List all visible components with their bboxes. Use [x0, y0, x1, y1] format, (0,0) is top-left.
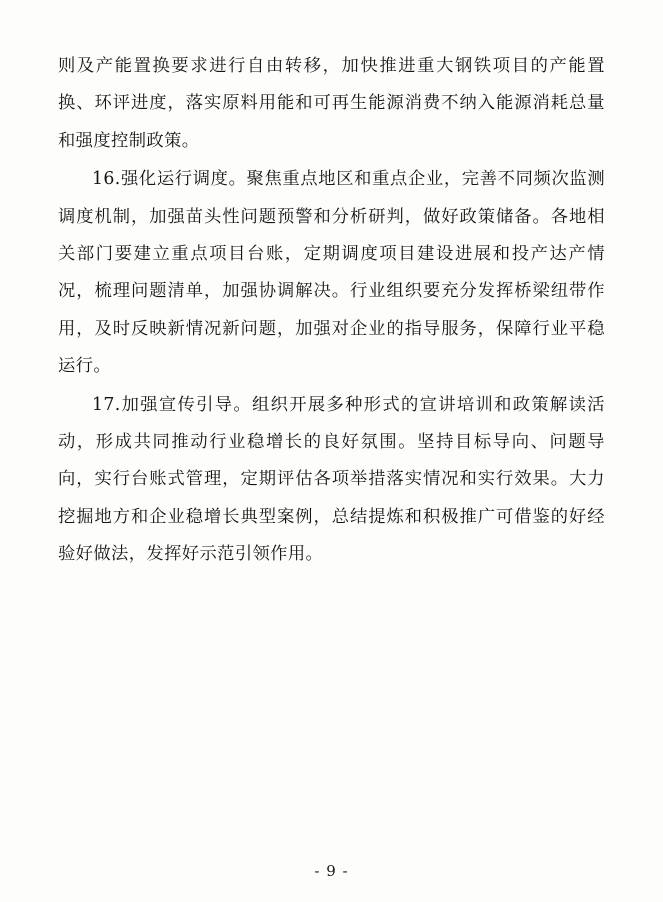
document-body: [58, 48, 605, 574]
paragraph-continued: 则及产能置换要求进行自由转移，加快推进重大钢铁项目的产能置换、环评进度，落实原料用能和可再生能源消费不纳入能源消耗总量和强度控制政策。: [58, 56, 605, 151]
paragraph-item-17: 17.加强宣传引导。组织开展多种形式的宣讲培训和政策解读活动，形成共同推动行业稳增长的良好氛围。坚持目标导向、问题导向，实行台账式管理，定期评估各项举措落实情况和实行效果。大力挖掘地方和企业稳增长典型案例，总结提炼和积极推广可借鉴的好经验好做法，发挥好示范引领作用。: [58, 394, 605, 565]
page-number: - 9 -: [314, 862, 349, 880]
paragraph-item-16: 16.强化运行调度。聚焦重点地区和重点企业，完善不同频次监测调度机制，加强苗头性问题预警和分析研判，做好政策储备。各地相关部门要建立重点项目台账，定期调度项目建设进展和投产达产情况，梳理问题清单，加强协调解决。行业组织要充分发挥桥梁纽带作用，及时反映新情况新问题，加强对企业的指导服务，保障行业平稳运行。: [58, 169, 605, 377]
